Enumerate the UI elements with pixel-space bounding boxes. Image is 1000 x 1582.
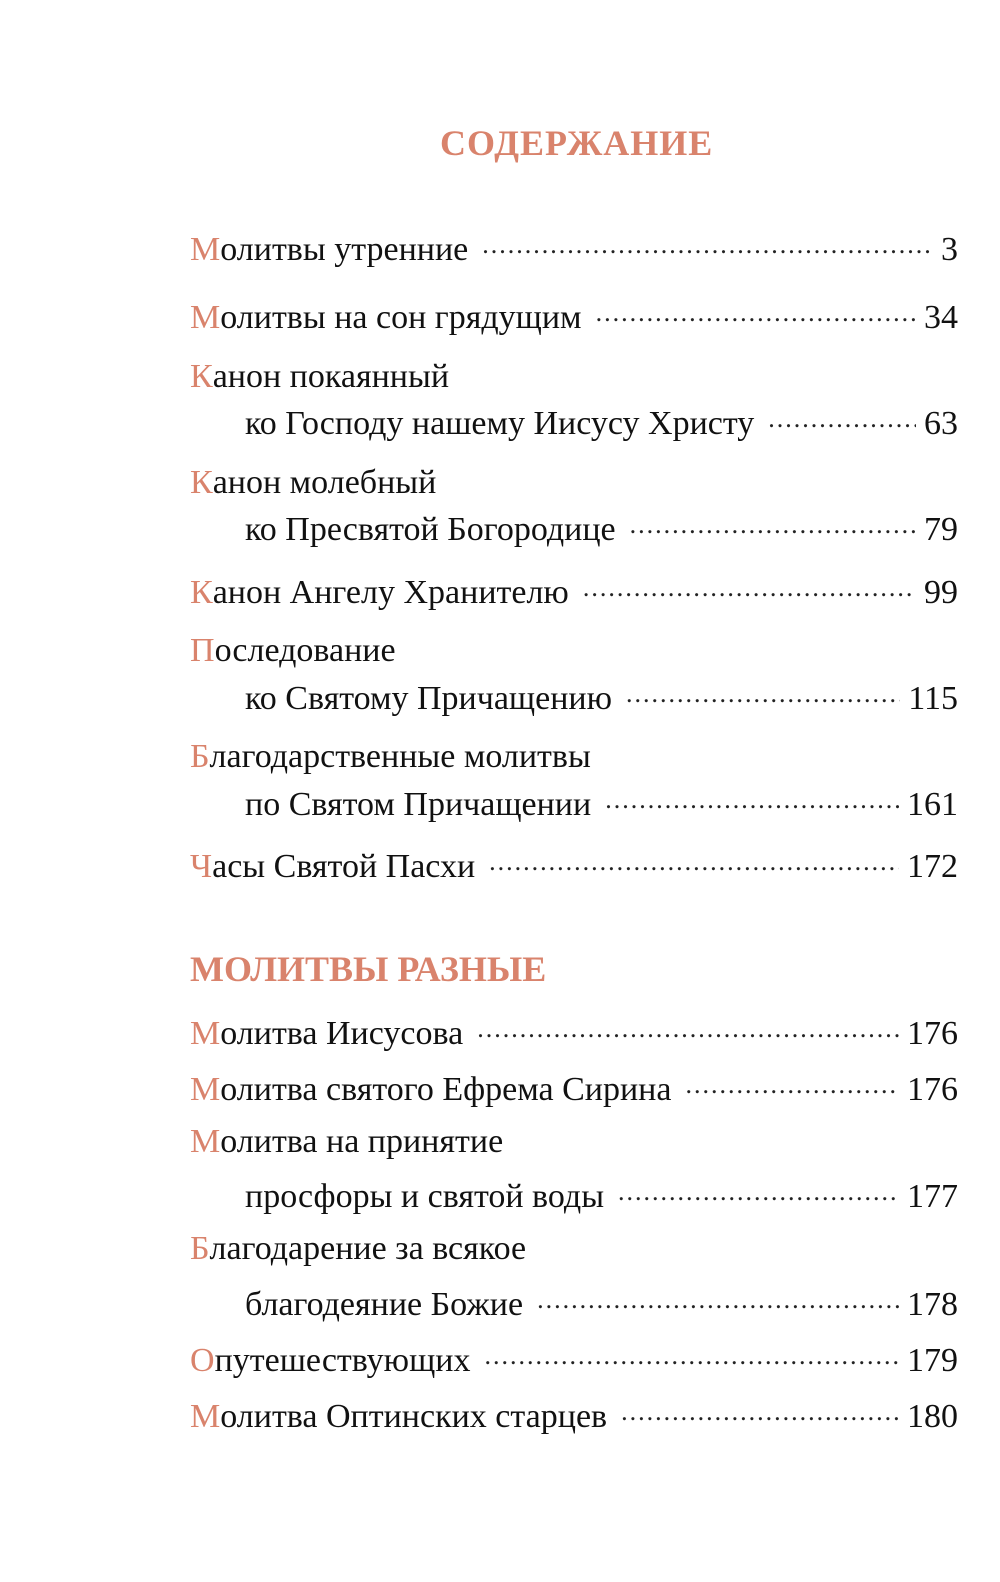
toc-entry-continuation[interactable]	[245, 506, 958, 550]
entry-title-line2: ко Господу нашему Иисусу Христу	[245, 405, 755, 442]
entry-page-number: 179	[907, 1342, 958, 1379]
entry-title: лагодарение за всякое	[209, 1230, 527, 1267]
entry-page-number: 34	[924, 299, 958, 336]
toc-entry[interactable]	[190, 294, 958, 338]
toc-entry[interactable]	[190, 1010, 958, 1054]
dot-leader	[484, 1337, 899, 1371]
entry-initial: П	[190, 632, 215, 669]
entry-page-number: 178	[907, 1286, 958, 1323]
entry-title: анон молебный	[212, 464, 437, 501]
entry-initial: Ч	[190, 848, 213, 885]
entry-title: анон покаянный	[212, 358, 450, 395]
toc-entry[interactable]	[190, 1337, 958, 1381]
entry-initial: К	[190, 464, 213, 501]
entry-initial: О	[190, 1342, 215, 1379]
entry-title: олитва на принятие	[220, 1123, 504, 1160]
toc-entry-continuation[interactable]	[245, 1173, 958, 1217]
section-heading: МОЛИТВЫ РАЗНЫЕ	[190, 949, 547, 989]
toc-entry[interactable]	[190, 632, 396, 676]
entry-page-number: 3	[941, 231, 958, 268]
entry-initial: М	[190, 1123, 221, 1160]
entry-title: путешествующих	[214, 1342, 471, 1379]
entry-title: лагодарственные молитвы	[209, 738, 591, 775]
toc-entry[interactable]	[190, 1123, 503, 1167]
dot-leader	[618, 1173, 899, 1207]
entry-title: анон Ангелу Хранителю	[212, 574, 569, 611]
dot-leader	[477, 1010, 899, 1044]
entry-page-number: 63	[924, 405, 958, 442]
dot-leader	[596, 294, 916, 328]
entry-page-number: 176	[907, 1071, 958, 1108]
toc-entry[interactable]	[190, 1230, 526, 1274]
entry-page-number: 180	[907, 1398, 958, 1435]
toc-entry[interactable]	[190, 1393, 958, 1437]
toc-entry[interactable]	[190, 464, 436, 508]
dot-leader	[630, 506, 916, 540]
dot-leader	[768, 400, 916, 434]
toc-entry-continuation[interactable]	[245, 1281, 958, 1325]
toc-entry[interactable]	[190, 843, 958, 887]
entry-page-number: 172	[907, 848, 958, 885]
toc-entry-continuation[interactable]	[245, 781, 958, 825]
entry-initial: М	[190, 1398, 221, 1435]
entry-title: олитвы на сон грядущим	[220, 299, 582, 336]
toc-entry[interactable]	[190, 1066, 958, 1110]
entry-title: олитва Оптинских старцев	[220, 1398, 608, 1435]
dot-leader	[605, 781, 899, 815]
toc-entry[interactable]	[190, 226, 958, 270]
entry-title-line2: просфоры и святой воды	[245, 1178, 605, 1215]
entry-page-number: 176	[907, 1015, 958, 1052]
dot-leader	[685, 1066, 899, 1100]
entry-title-line2: благодеяние Божие	[245, 1286, 524, 1323]
toc-entry[interactable]	[190, 738, 591, 782]
entry-title-line2: ко Пресвятой Богородице	[245, 511, 616, 548]
entry-title: олитва святого Ефрема Сирина	[220, 1071, 672, 1108]
dot-leader	[537, 1281, 899, 1315]
entry-initial: К	[190, 358, 213, 395]
toc-entry-continuation[interactable]	[245, 675, 958, 719]
toc-entry[interactable]	[190, 569, 958, 613]
toc-entry-continuation[interactable]	[245, 400, 958, 444]
entry-title-line2: ко Святому Причащению	[245, 680, 612, 717]
entry-page-number: 161	[907, 786, 958, 823]
entry-initial: Б	[190, 738, 210, 775]
entry-title: асы Святой Пасхи	[212, 848, 476, 885]
page-title: СОДЕРЖАНИЕ	[440, 123, 714, 163]
dot-leader	[489, 843, 899, 877]
dot-leader	[626, 675, 900, 709]
entry-page-number: 79	[924, 511, 958, 548]
entry-initial: М	[190, 1071, 221, 1108]
dot-leader	[482, 226, 933, 260]
entry-title: олитва Иисусова	[220, 1015, 464, 1052]
dot-leader	[583, 569, 916, 603]
entry-title-line2: по Святом Причащении	[245, 786, 592, 823]
entry-initial: М	[190, 1015, 221, 1052]
entry-page-number: 99	[924, 574, 958, 611]
entry-initial: М	[190, 299, 221, 336]
entry-initial: М	[190, 231, 221, 268]
entry-initial: К	[190, 574, 213, 611]
toc-entry[interactable]	[190, 358, 449, 402]
entry-initial: Б	[190, 1230, 210, 1267]
dot-leader	[621, 1393, 899, 1427]
entry-title: оследование	[214, 632, 396, 669]
entry-page-number: 177	[907, 1178, 958, 1215]
entry-title: олитвы утренние	[220, 231, 469, 268]
entry-page-number: 115	[908, 680, 958, 717]
